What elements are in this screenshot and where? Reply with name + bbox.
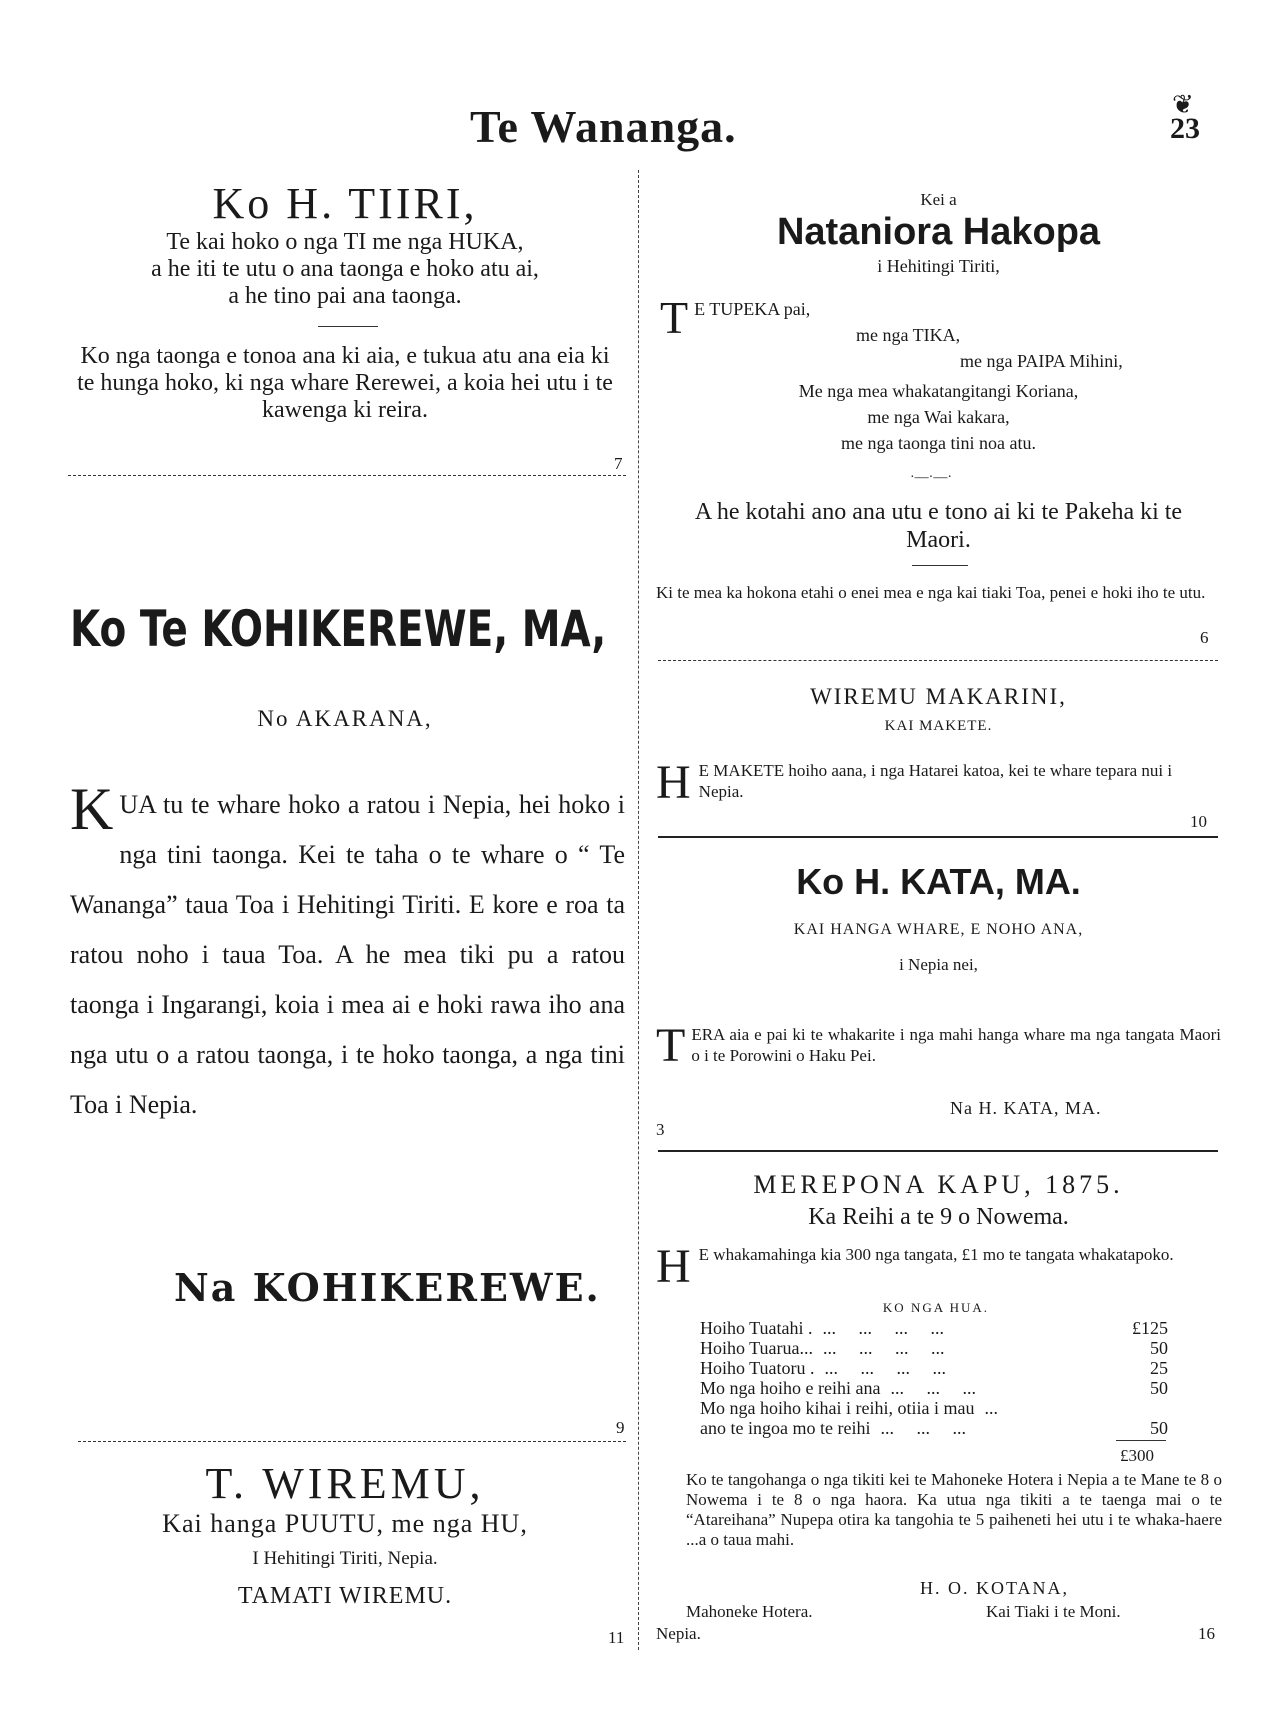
ad-hakopa-street: i Hehitingi Tiriti,: [877, 256, 1000, 276]
ad-wiremu-signature: TAMATI WIREMU.: [237, 1583, 453, 1609]
ad-makarini-number: 10: [1190, 812, 1207, 831]
ad-separator: [658, 660, 1218, 661]
ornament-icon: ❦: [1172, 90, 1194, 119]
divider: [318, 326, 378, 327]
prize-row: [700, 1318, 1168, 1338]
ad-kohikerewe-dropcap: K: [70, 776, 114, 842]
ad-hakopa-list: [660, 292, 1220, 374]
prize-label: Mo nga hoiho e reihi ana: [700, 1378, 881, 1398]
ad-merepona: [656, 1170, 1221, 1234]
prize-dots: ... ... ... ...: [823, 1338, 945, 1358]
ad-hakopa-line6: me nga taonga tini noa atu.: [841, 433, 1036, 453]
ad-tiiri-para: Ko nga taonga e tonoa ana ki aia, e tukua atu ana eia ki te hunga hoko, ki nga whare Rerewei, a koia hei utu i te kawenga ki reira.: [77, 343, 613, 423]
ad-merepona-right-sig1: Kai Tiaki i te Moni.: [986, 1602, 1121, 1621]
ad-tiiri-name: Ko H. TIIRI,: [212, 179, 478, 228]
ad-merepona-left-sig2: Nepia.: [656, 1624, 701, 1643]
prize-label: Mo nga hoiho kihai i reihi, otiia i mau: [700, 1398, 975, 1418]
ad-merepona-prizes-heading: KO NGA HUA.: [882, 1300, 990, 1315]
ad-makarini-body: E MAKETE hoiho aana, i nga Hatarei katoa, kei te whare tepara nui i Nepia.: [698, 761, 1173, 801]
ad-kata-number: 3: [656, 1120, 665, 1139]
ad-hakopa-line2: me nga TIKA,: [856, 325, 961, 345]
ad-merepona-body-wrap: [656, 1240, 1221, 1293]
ad-hakopa-name: Nataniora Hakopa: [776, 211, 1101, 253]
ad-hakopa-para: A he kotahi ano ana utu e tono ai ki te Pakeha ki te Maori.: [694, 499, 1183, 553]
prize-dots: ... ... ...: [880, 1418, 966, 1438]
ad-separator: [68, 475, 626, 476]
ad-merepona-signer: H. O. KOTANA,: [920, 1578, 1070, 1598]
ad-hakopa-note: Ki te mea ka hokona etahi o enei mea e nga kai tiaki Toa, penei e hoki iho te utu.: [656, 583, 1206, 602]
ad-hakopa-number: 6: [1200, 628, 1209, 647]
prize-amount: £125: [1132, 1318, 1168, 1338]
ad-tiiri: [60, 178, 630, 310]
prize-label: Hoiho Tuarua...: [700, 1338, 814, 1358]
ad-kohikerewe-body: KUA tu te whare hoko a ratou i Nepia, hei hoko i nga tini taonga. Kei te taha o te whare o “ Te Wananga” taua Toa i Hehitingi Tiriti. E kore e roa ta ratou noho i taua Toa. A he mea tiki pu a ratou taonga i Ingarangi, koia i mea ai e hoki rawa iho ana nga utu o a ratou taonga, i te hoko taonga, a nga tini Toa i Nepia.: [70, 776, 625, 1119]
ad-kata-dropcap: T: [656, 1019, 686, 1072]
ad-hakopa-line4: Me nga mea whakatangitangi Koriana,: [798, 381, 1079, 401]
ad-hakopa-lines: [656, 378, 1221, 456]
ad-wiremu: [60, 1458, 630, 1613]
ad-kata-place: i Nepia nei,: [899, 955, 978, 974]
ad-merepona-body: E whakamahinga kia 300 nga tangata, £1 mo te tangata whakatapoko.: [698, 1245, 1174, 1264]
ad-hakopa-dropcap: T: [660, 292, 689, 343]
ad-merepona-para: Ko te tangohanga o nga tikiti kei te Mahoneke Hotera i Nepia a te Mane te 8 o Nowema i te 8 o nga haora. Ka utua nga tikiti a te taenga mai o te “Atareihana” Nupepa otira ka tangohia te 5 paiheneti hei utu i te whaka-haere ...a o taua mahi.: [686, 1470, 1222, 1549]
ad-hakopa-line3: me nga PAIPA Mihini,: [960, 351, 1123, 371]
ad-hakopa-kei: Kei a: [920, 190, 957, 209]
ad-wiremu-line2: I Hehitingi Tiriti, Nepia.: [252, 1548, 438, 1569]
ad-merepona-dropcap: H: [656, 1240, 691, 1293]
ad-wiremu-name: T. WIREMU,: [205, 1459, 485, 1508]
divider: [1116, 1440, 1166, 1441]
ad-separator: [658, 1150, 1218, 1152]
ad-hakopa-line1: E TUPEKA pai,: [694, 299, 811, 319]
ad-kohikerewe-place: No AKARANA,: [257, 706, 433, 731]
prize-row: [700, 1338, 1168, 1358]
ad-kohikerewe-name: Ko Te KOHIKEREWE, MA,: [70, 600, 607, 658]
prize-row: [700, 1418, 1168, 1438]
ad-hakopa: [656, 190, 1221, 278]
ad-kata: [656, 860, 1221, 980]
ad-separator: [78, 1441, 626, 1442]
prize-row: [700, 1358, 1168, 1378]
ad-kata-body: ERA aia e pai ki te whakarite i nga mahi hanga whare ma nga tangata Maori o i te Porowini o Haku Pei.: [691, 1025, 1221, 1065]
ad-kohikerewe-body-wrap: [70, 776, 625, 1130]
ad-makarini-dropcap: H: [656, 756, 691, 809]
ad-kata-role: KAI HANGA WHARE, E NOHO ANA,: [793, 921, 1084, 938]
ad-separator: [658, 836, 1218, 838]
prize-label: ano te ingoa mo te reihi: [700, 1418, 871, 1438]
prize-amount: 50: [1150, 1378, 1168, 1398]
ad-kata-signature: Na H. KATA, MA.: [950, 1098, 1102, 1118]
prize-dots: ... ... ... ...: [824, 1358, 947, 1378]
ad-makarini: [656, 684, 1221, 742]
ad-makarini-name: WIREMU MAKARINI,: [810, 684, 1067, 709]
ad-kohikerewe-number: 9: [616, 1418, 625, 1437]
ad-merepona-number: 16: [1198, 1624, 1215, 1643]
prize-table: [700, 1318, 1168, 1438]
ad-tiiri-number: 7: [614, 454, 623, 473]
ad-wiremu-line1: Kai hanga PUUTU, me nga HU,: [162, 1509, 528, 1538]
prize-amount: 50: [1150, 1418, 1168, 1438]
ad-kata-name: Ko H. KATA, MA.: [796, 861, 1081, 902]
prize-dots: ... ... ...: [890, 1378, 976, 1398]
ad-merepona-title: MEREPONA KAPU, 1875.: [753, 1170, 1124, 1199]
column-divider: [638, 170, 639, 1650]
ad-merepona-total: £300: [1120, 1446, 1154, 1465]
ad-wiremu-number: 11: [608, 1628, 625, 1647]
ad-hakopa-line5: me nga Wai kakara,: [867, 407, 1010, 427]
ad-makarini-role: KAI MAKETE.: [884, 718, 993, 734]
ad-kohikerewe-signature: Na KOHIKEREWE.: [174, 1265, 601, 1310]
page-number: 23: [1170, 112, 1200, 145]
page-title: Te Wananga.: [470, 101, 737, 152]
ad-merepona-left-sig1: Mahoneke Hotera.: [686, 1602, 813, 1621]
prize-row: [700, 1378, 1168, 1398]
ad-tiiri-line3: a he tino pai ana taonga.: [228, 283, 462, 309]
prize-label: Hoiho Tuatahi .: [700, 1318, 813, 1338]
prize-dots: ...: [984, 1398, 998, 1418]
prize-row: [700, 1398, 1168, 1418]
ad-tiiri-line1: Te kai hoko o nga TI me nga HUKA,: [166, 229, 524, 255]
prize-dots: ... ... ... ...: [822, 1318, 945, 1338]
ad-merepona-subtitle: Ka Reihi a te 9 o Nowema.: [808, 1204, 1069, 1230]
prize-amount: 50: [1150, 1338, 1168, 1358]
ad-kohikerewe-name-wrap: [70, 600, 640, 658]
ad-tiiri-line2: a he iti te utu o ana taonga e hoko atu ai,: [151, 256, 539, 282]
prize-label: Hoiho Tuatoru .: [700, 1358, 815, 1378]
ornament-icon: ·—·—·: [910, 470, 952, 485]
divider: [912, 565, 968, 566]
ad-kata-body-wrap: [656, 1019, 1221, 1072]
prize-amount: 25: [1150, 1358, 1168, 1378]
ad-makarini-body-wrap: [656, 756, 1221, 809]
